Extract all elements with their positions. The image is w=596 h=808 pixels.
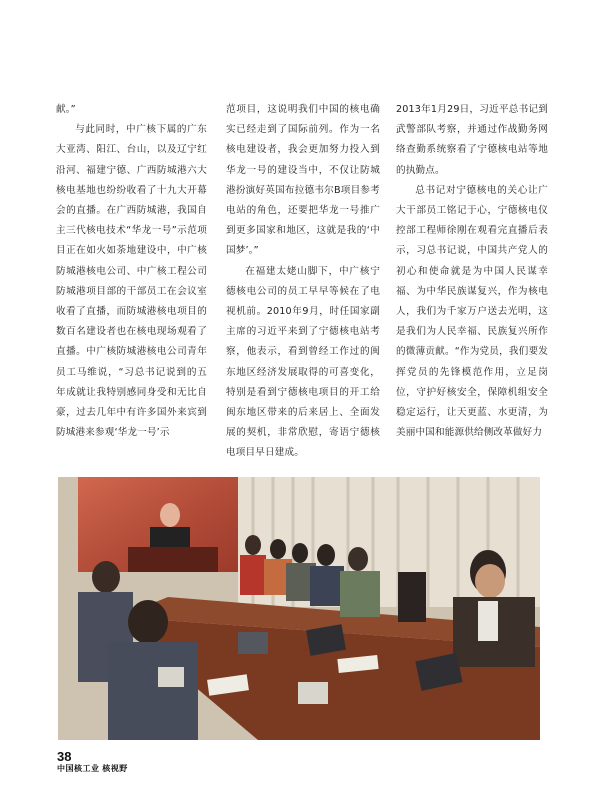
article-column-3 [396,100,548,443]
paragraph: 范项目，这说明我们中国的核电确实已经走到了国际前列。作为一名核电建设者，我会更加努力投入到华龙一号的建设当中，不仅让防城港扮演好英国布拉德韦尔B项目参考电站的角色，还要把华龙一号推广到更多国家和地区，这就是我的‘中国梦’。” [226,104,380,257]
article-column-2 [226,100,380,464]
paragraph: 2013年1月29日，习近平总书记到武警部队考察，并通过作战勤务网络查勤系统察看了宁德核电站等地的执勤点。 [396,104,548,176]
paragraph: 献。” [56,104,76,115]
magazine-name: 中国核工业 核视野 [57,764,128,773]
page-footer [57,750,128,774]
article-column-1 [56,100,207,443]
meeting-room-photo [58,477,540,740]
page-number: 38 [57,749,72,764]
paragraph: 总书记对宁德核电的关心让广大干部员工铭记于心，宁德核电仪控部工程师徐刚在观看完直播后表示，习总书记说，中国共产党人的初心和使命就是为中国人民谋幸福、为中华民族谋复兴，作为核电人，我们为千家万户送去光明，这是我们为人民幸福、民族复兴所作的微薄贡献。“作为党员，我们要发挥党员的先锋模范作用，立足岗位，守护好核安全，保障机组安全稳定运行，让天更蓝、水更清，为美丽中国和能源供给侧改革做好力 [396,184,548,439]
paragraph: 与此同时，中广核下属的广东大亚湾、阳江、台山，以及辽宁红沿河、福建宁德、广西防城港六大核电基地也纷纷收看了十九大开幕会的直播。在广西防城港，我国自主三代核电技术“华龙一号”示范项目正在如火如荼地建设中，中广核防城港核电公司、中广核工程公司防城港项目部的干部员工在会议室收看了直播，而防城港核电项目的数百名建设者也在核电现场观看了直播。中广核防城港核电公司青年员工马维说，“习总书记说到的五年成就让我特别感同身受和无比自豪，过去几年中有许多国外来宾到防城港来参观‘华龙一号’示 [56,124,207,439]
paragraph: 在福建太姥山脚下，中广核宁德核电公司的员工早早等候在了电视机前。2010年9月，时任国家副主席的习近平来到了宁德核电站考察，他表示，看到曾经工作过的闽东地区经济发展取得的可喜变化，特别是看到宁德核电项目的开工给闽东地区带来的后来居上、全面发展的契机，非常欣慰，寄语宁德核电项目早日建成。 [226,265,380,459]
